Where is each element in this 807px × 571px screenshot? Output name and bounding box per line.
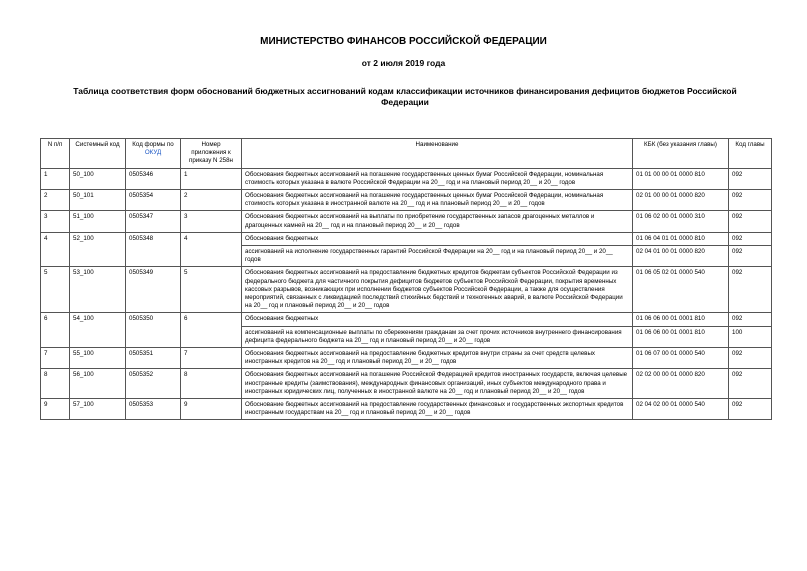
cell-form-code: 0505353 [126, 399, 181, 420]
cell-number: 3 [41, 211, 70, 232]
cell-system-code: 52_100 [70, 232, 126, 267]
cell-appendix: 4 [181, 232, 242, 267]
table-row [41, 232, 772, 267]
col-header-number: N п/п [41, 139, 70, 169]
col-header-appendix: Номер приложения к приказу N 258н [181, 139, 242, 169]
table-row [41, 267, 772, 313]
cell-system-code: 51_100 [70, 211, 126, 232]
kbk-part: 01 06 06 00 01 0001 810 [633, 313, 728, 326]
cell-appendix: 6 [181, 313, 242, 348]
cell-appendix: 5 [181, 267, 242, 313]
cell-appendix: 2 [181, 190, 242, 211]
cell-name [242, 232, 633, 267]
cell-system-code: 57_100 [70, 399, 126, 420]
table-header-row [41, 139, 772, 169]
cell-kbk: 01 06 07 00 01 0000 540 [633, 348, 729, 369]
cell-name: Обоснования бюджетных ассигнований на погашение государственных ценных бумаг Российской Федерации, номинальная стоимость которых указана в иностранной валюте на 20__ год и на плановый период 20__ и 20__ годов [242, 190, 633, 211]
cell-kbk: 02 02 00 00 01 0000 820 [633, 369, 729, 399]
table-row [41, 211, 772, 232]
cell-appendix: 1 [181, 168, 242, 189]
table-row [41, 168, 772, 189]
cell-kbk [633, 313, 729, 348]
cell-number: 2 [41, 190, 70, 211]
cell-chapter-code: 092 [729, 348, 772, 369]
cell-number: 1 [41, 168, 70, 189]
cell-appendix: 7 [181, 348, 242, 369]
cell-form-code: 0505346 [126, 168, 181, 189]
cell-number: 7 [41, 348, 70, 369]
cell-chapter-code: 092 [729, 369, 772, 399]
code-part: 092 [729, 233, 771, 246]
cell-kbk: 01 06 05 02 01 0000 540 [633, 267, 729, 313]
cell-chapter-code: 092 [729, 267, 772, 313]
correspondence-table [40, 138, 772, 420]
cell-name: Обоснования бюджетных ассигнований на предоставление бюджетных кредитов бюджетам субъектов Российской Федерации из федерального бюджета для частичного покрытия дефицитов бюджетов субъектов Российской Федерации, покрытия временных кассовых разрывов, возникающих при исполнении бюджетов субъектов Российской Федерации, а также для осуществления мероприятий, связанных с ликвидацией последствий стихийных бедствий и техногенных аварий, в валюте Российской Федерации на 20__ год и плановый период 20__ и 20__ годов [242, 267, 633, 313]
cell-number: 6 [41, 313, 70, 348]
cell-chapter-code: 092 [729, 211, 772, 232]
cell-kbk: 01 01 00 00 01 0000 810 [633, 168, 729, 189]
code-part: 100 [732, 328, 743, 336]
cell-chapter-code: 092 [729, 190, 772, 211]
cell-form-code: 0505349 [126, 267, 181, 313]
cell-form-code: 0505354 [126, 190, 181, 211]
name-part: ассигнований на компенсационные выплаты по сбережениям гражданам за счет прочих источников внутреннего финансирования дефицита федерального бюджета на 20__ год и плановый период 20__ и 20__ годов [245, 328, 622, 344]
cell-form-code: 0505347 [126, 211, 181, 232]
cell-kbk: 02 01 00 00 01 0000 820 [633, 190, 729, 211]
cell-kbk: 01 06 02 00 01 0000 310 [633, 211, 729, 232]
cell-chapter-code [729, 313, 772, 348]
cell-name: Обоснования бюджетных ассигнований на погашение государственных ценных бумаг Российской Федерации, номинальная стоимость которых указана в валюте Российской Федерации на 20__ год и на плановый период 20__ и 20__ годов [242, 168, 633, 189]
code-part: 092 [732, 248, 743, 256]
cell-form-code: 0505352 [126, 369, 181, 399]
cell-system-code: 50_101 [70, 190, 126, 211]
table-row [41, 190, 772, 211]
cell-system-code: 56_100 [70, 369, 126, 399]
cell-name: Обоснования бюджетных ассигнований на предоставление бюджетных кредитов внутри страны за счет средств целевых иностранных кредитов на 20__ год и плановый период 20__ и 20__ годов [242, 348, 633, 369]
cell-number: 4 [41, 232, 70, 267]
name-part: ассигнований на исполнение государственных гарантий Российской Федерации на 20__ год и на плановый период 20__ и 20__ годов [245, 248, 613, 264]
cell-number: 9 [41, 399, 70, 420]
cell-name: Обоснования бюджетных ассигнований на погашение Российской Федерацией кредитов иностранных государств, включая целевые иностранные кредиты (заимствования), международных финансовых организаций, иных субъектов международного права и иностранных юридических лиц, полученных в иностранной валюте на 20__ год и плановый период 20__ и 20__ годов [242, 369, 633, 399]
table-row [41, 399, 772, 420]
cell-system-code: 53_100 [70, 267, 126, 313]
cell-number: 8 [41, 369, 70, 399]
col-header-name: Наименование [242, 139, 633, 169]
cell-system-code: 50_100 [70, 168, 126, 189]
cell-kbk: 02 04 02 00 01 0000 540 [633, 399, 729, 420]
table-row [41, 348, 772, 369]
cell-appendix: 8 [181, 369, 242, 399]
okud-link[interactable]: ОКУД [144, 149, 162, 157]
cell-form-code: 0505350 [126, 313, 181, 348]
cell-number: 5 [41, 267, 70, 313]
cell-name: Обоснование бюджетных ассигнований на предоставление государственных финансовых и государственных экспортных кредитов иностранным государствам на 20__ год и плановый период 20__ и 20__ годов [242, 399, 633, 420]
code-part: 092 [729, 313, 771, 326]
cell-appendix: 3 [181, 211, 242, 232]
kbk-part: 01 06 04 01 01 0000 810 [633, 233, 728, 246]
name-part: Обоснования бюджетных [242, 313, 632, 326]
form-code-label: Код формы по [132, 141, 174, 148]
cell-chapter-code: 092 [729, 399, 772, 420]
cell-chapter-code [729, 232, 772, 267]
name-part: Обоснования бюджетных [242, 233, 632, 246]
kbk-part: 02 04 01 00 01 0000 820 [636, 248, 705, 256]
col-header-chapter-code: Код главы [729, 139, 772, 169]
cell-kbk [633, 232, 729, 267]
cell-form-code: 0505351 [126, 348, 181, 369]
kbk-part: 01 06 06 00 01 0001 810 [636, 328, 705, 336]
cell-appendix: 9 [181, 399, 242, 420]
col-header-form-code [126, 139, 181, 169]
table-row [41, 369, 772, 399]
cell-system-code: 55_100 [70, 348, 126, 369]
document-date: от 2 июля 2019 года [361, 58, 446, 68]
cell-name [242, 313, 633, 348]
cell-chapter-code: 092 [729, 168, 772, 189]
cell-system-code: 54_100 [70, 313, 126, 348]
cell-form-code: 0505348 [126, 232, 181, 267]
table-row [41, 313, 772, 348]
col-header-system-code: Системный код [70, 139, 126, 169]
ministry-heading: МИНИСТЕРСТВО ФИНАНСОВ РОССИЙСКОЙ ФЕДЕРАЦИИ [260, 36, 547, 47]
cell-name: Обоснования бюджетных ассигнований на выплаты по приобретение государственных запасов драгоценных металлов и драгоценных камней на 20__ год и на плановый период 20__ и 20__ годов [242, 211, 633, 232]
col-header-kbk: КБК (без указания главы) [633, 139, 729, 169]
document-title: Таблица соответствия форм обоснований бюджетных ассигнований кодам классификации источников финансирования дефицитов бюджетов Российской Федерации [73, 86, 737, 107]
